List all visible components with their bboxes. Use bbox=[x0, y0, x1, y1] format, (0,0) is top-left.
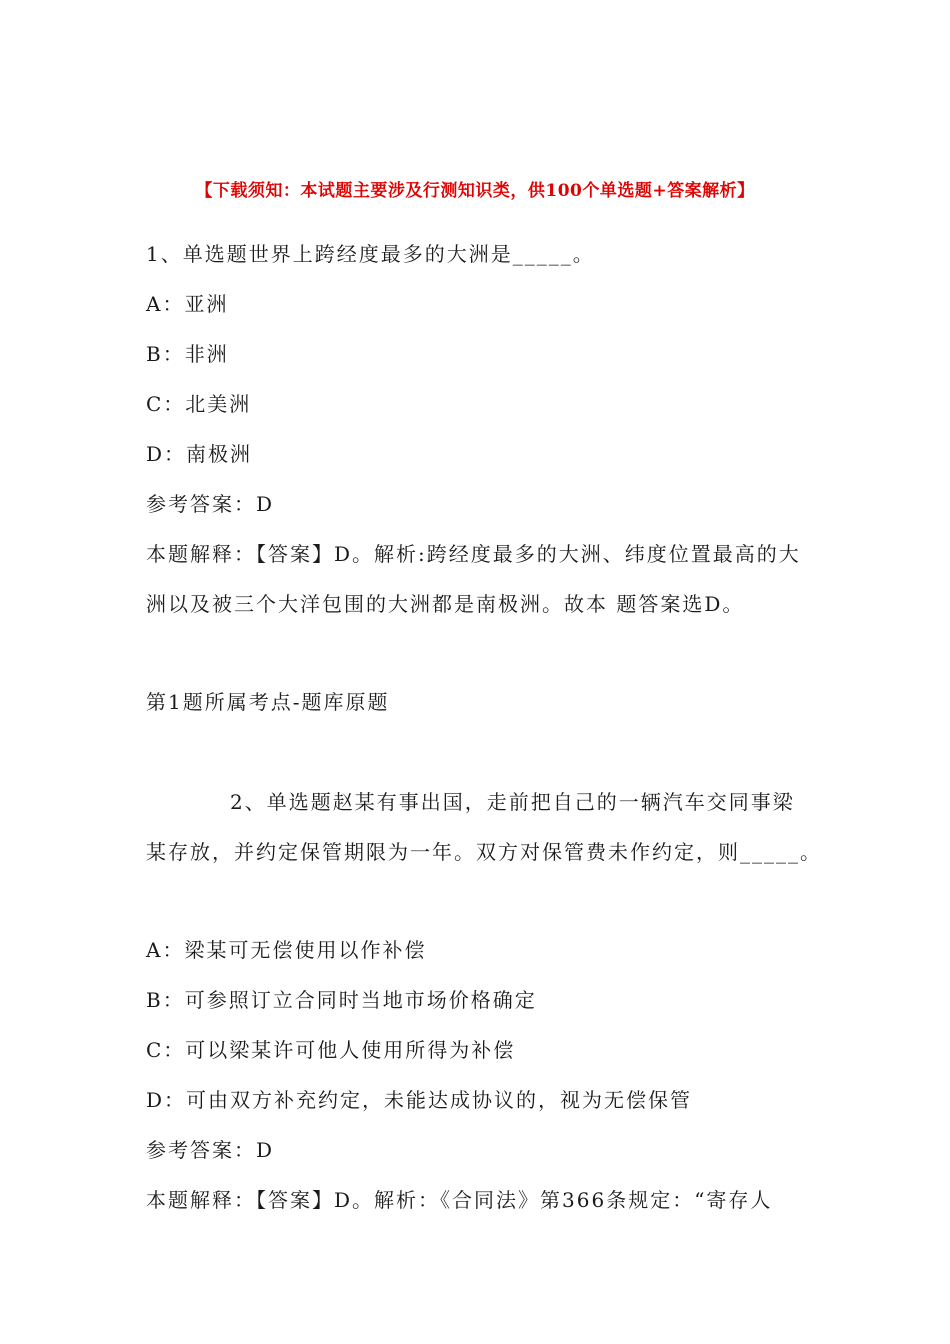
question-2-option-a: A：梁某可无偿使用以作补偿 bbox=[146, 938, 427, 962]
question-2-answer: 参考答案：D bbox=[146, 1138, 275, 1162]
question-1-option-c: C：北美洲 bbox=[146, 392, 252, 416]
question-1-topic: 第1题所属考点-题库原题 bbox=[146, 690, 390, 714]
question-2-explanation-line-1: 本题解释：【答案】D。解析：《合同法》第366条规定：“寄存人 bbox=[146, 1188, 773, 1212]
question-1-answer: 参考答案：D bbox=[146, 492, 275, 516]
question-1-option-d: D：南极洲 bbox=[146, 442, 253, 466]
question-2-option-c: C：可以梁某许可他人使用所得为补偿 bbox=[146, 1038, 516, 1062]
question-1-explanation-line-2: 洲以及被三个大洋包围的大洲都是南极洲。故本 题答案选D。 bbox=[146, 592, 745, 616]
question-2-option-b: B：可参照订立合同时当地市场价格确定 bbox=[146, 988, 537, 1012]
question-2-stem-line-2: 某存放，并约定保管期限为一年。双方对保管费未作约定，则_____。 bbox=[146, 840, 822, 864]
question-1-stem: 1、单选题世界上跨经度最多的大洲是_____。 bbox=[146, 242, 595, 266]
question-1-option-a: A：亚洲 bbox=[146, 292, 229, 316]
question-1-option-b: B：非洲 bbox=[146, 342, 229, 366]
question-2-stem-line-1: 2、单选题赵某有事出国，走前把自己的一辆汽车交同事梁 bbox=[230, 790, 795, 814]
download-notice: 【下载须知：本试题主要涉及行测知识类，供100个单选题+答案解析】 bbox=[195, 181, 755, 201]
question-1-explanation-line-1: 本题解释：【答案】D。解析:跨经度最多的大洲、纬度位置最高的大 bbox=[146, 542, 801, 566]
question-2-option-d: D：可由双方补充约定，未能达成协议的，视为无偿保管 bbox=[146, 1088, 693, 1112]
